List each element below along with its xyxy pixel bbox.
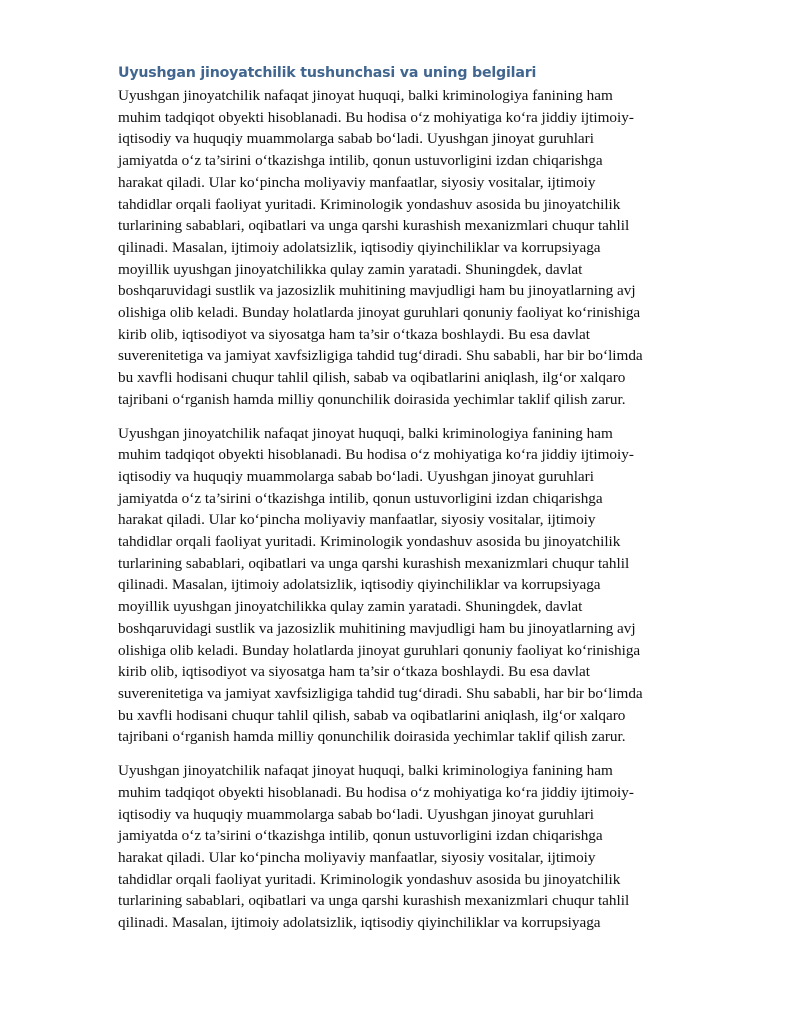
paragraph-line: tajribani o‘rganish hamda milliy qonunchilik doirasida yechimlar taklif qilish zarur. — [118, 390, 626, 408]
paragraph-line: boshqaruvidagi sustlik va jazosizlik muhitining mavjudligi ham bu jinoyatlarning avj — [118, 619, 636, 637]
paragraph-line: Uyushgan jinoyatchilik nafaqat jinoyat huquqi, balki kriminologiya fanining ham — [118, 87, 613, 104]
paragraph-line: iqtisodiy va huquqiy muammolarga sabab bo‘ladi. Uyushgan jinoyat guruhlari — [118, 805, 594, 823]
paragraph-line: moyillik uyushgan jinoyatchilikka qulay zamin yaratadi. Shuningdek, davlat — [118, 260, 583, 278]
paragraph-line: kirib olib, iqtisodiyot va siyosatga ham ta’sir o‘tkaza boshlaydi. Bu esa davlat — [118, 663, 590, 681]
paragraph-line: harakat qiladi. Ular ko‘pincha moliyaviy manfaatlar, siyosiy vositalar, ijtimoiy — [118, 511, 596, 529]
paragraph-line: jamiyatda o‘z ta’sirini o‘tkazishga intilib, qonun ustuvorligini izdan chiqarishga — [118, 489, 603, 507]
paragraph-line: suverenitetiga va jamiyat xavfsizligiga tahdid tug‘diradi. Shu sababli, har bir bo‘limda — [118, 347, 643, 365]
paragraph-line: boshqaruvidagi sustlik va jazosizlik muhitining mavjudligi ham bu jinoyatlarning avj — [118, 282, 636, 300]
paragraph-line: moyillik uyushgan jinoyatchilikka qulay zamin yaratadi. Shuningdek, davlat — [118, 598, 583, 616]
paragraph-line: harakat qiladi. Ular ko‘pincha moliyaviy manfaatlar, siyosiy vositalar, ijtimoiy — [118, 848, 596, 866]
document-body — [118, 62, 684, 946]
paragraph-line: olishiga olib keladi. Bunday holatlarda jinoyat guruhlari qonuniy faoliyat ko‘rinishiga — [118, 641, 641, 659]
paragraph-line: turlarining sabablari, oqibatlari va unga qarshi kurashish mexanizmlari chuqur tahlil — [118, 554, 630, 572]
paragraph-line: jamiyatda o‘z ta’sirini o‘tkazishga intilib, qonun ustuvorligini izdan chiqarishga — [118, 827, 603, 845]
paragraph-line: iqtisodiy va huquqiy muammolarga sabab bo‘ladi. Uyushgan jinoyat guruhlari — [118, 130, 594, 148]
paragraph-line: tahdidlar orqali faoliyat yuritadi. Kriminologik yondashuv asosida bu jinoyatchilik — [118, 195, 621, 213]
paragraph-line: Uyushgan jinoyatchilik nafaqat jinoyat huquqi, balki kriminologiya fanining ham — [118, 424, 613, 442]
paragraph-line: qilinadi. Masalan, ijtimoiy adolatsizlik, iqtisodiy qiyinchiliklar va korrupsiyaga — [118, 238, 601, 256]
paragraph-container — [118, 85, 684, 934]
paragraph-line: muhim tadqiqot obyekti hisoblanadi. Bu hodisa o‘z mohiyatiga ko‘ra jiddiy ijtimoiy- — [118, 446, 634, 464]
paragraph-line: qilinadi. Masalan, ijtimoiy adolatsizlik, iqtisodiy qiyinchiliklar va korrupsiyaga — [118, 914, 601, 932]
paragraph-line: bu xavfli hodisani chuqur tahlil qilish, sabab va oqibatlarini aniqlash, ilg‘or xalqaro — [118, 706, 626, 724]
paragraph-line: turlarining sabablari, oqibatlari va unga qarshi kurashish mexanizmlari chuqur tahlil — [118, 892, 630, 910]
paragraph-line: tahdidlar orqali faoliyat yuritadi. Kriminologik yondashuv asosida bu jinoyatchilik — [118, 870, 621, 888]
paragraph-line: tahdidlar orqali faoliyat yuritadi. Kriminologik yondashuv asosida bu jinoyatchilik — [118, 533, 621, 551]
paragraph-line: qilinadi. Masalan, ijtimoiy adolatsizlik, iqtisodiy qiyinchiliklar va korrupsiyaga — [118, 576, 601, 594]
paragraph-line: tajribani o‘rganish hamda milliy qonunchilik doirasida yechimlar taklif qilish zarur. — [118, 728, 626, 746]
paragraph-line: jamiyatda o‘z ta’sirini o‘tkazishga intilib, qonun ustuvorligini izdan chiqarishga — [118, 152, 603, 170]
paragraph-line: turlarining sabablari, oqibatlari va unga qarshi kurashish mexanizmlari chuqur tahlil — [118, 217, 630, 235]
paragraph-line: olishiga olib keladi. Bunday holatlarda jinoyat guruhlari qonuniy faoliyat ko‘rinishiga — [118, 304, 641, 322]
paragraph-line: muhim tadqiqot obyekti hisoblanadi. Bu hodisa o‘z mohiyatiga ko‘ra jiddiy ijtimoiy- — [118, 783, 634, 801]
body-paragraph — [118, 85, 684, 411]
paragraph-line: bu xavfli hodisani chuqur tahlil qilish, sabab va oqibatlarini aniqlash, ilg‘or xalqaro — [118, 369, 626, 387]
paragraph-line: iqtisodiy va huquqiy muammolarga sabab bo‘ladi. Uyushgan jinoyat guruhlari — [118, 467, 594, 485]
paragraph-line: harakat qiladi. Ular ko‘pincha moliyaviy manfaatlar, siyosiy vositalar, ijtimoiy — [118, 173, 596, 191]
paragraph-line: Uyushgan jinoyatchilik nafaqat jinoyat huquqi, balki kriminologiya fanining ham — [118, 762, 613, 780]
body-paragraph — [118, 423, 684, 749]
paragraph-line: kirib olib, iqtisodiyot va siyosatga ham ta’sir o‘tkaza boshlaydi. Bu esa davlat — [118, 325, 590, 343]
body-paragraph — [118, 760, 684, 934]
section-heading: Uyushgan jinoyatchilik tushunchasi va uning belgilari — [118, 65, 537, 81]
paragraph-line: muhim tadqiqot obyekti hisoblanadi. Bu hodisa o‘z mohiyatiga ko‘ra jiddiy ijtimoiy- — [118, 108, 634, 126]
paragraph-line: suverenitetiga va jamiyat xavfsizligiga tahdid tug‘diradi. Shu sababli, har bir bo‘limda — [118, 684, 643, 702]
